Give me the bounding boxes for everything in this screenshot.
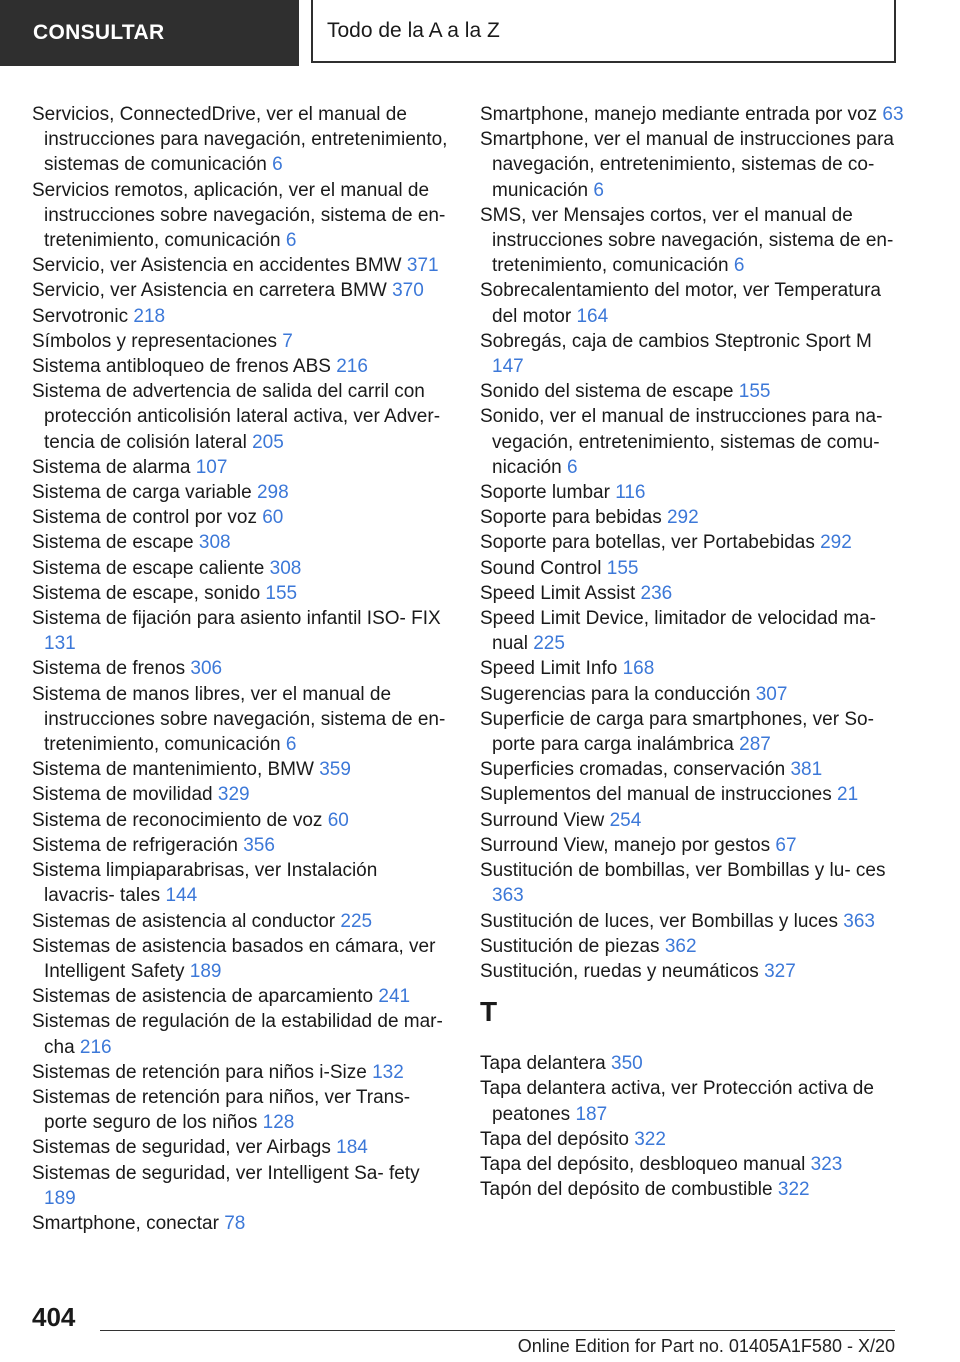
entry-text: Superficies cromadas, conservación: [480, 759, 786, 781]
entry-page-link[interactable]: 254: [609, 809, 642, 831]
entry-text: Sistemas de retención para niños i-Size: [32, 1061, 367, 1083]
entry-page-link[interactable]: 147: [492, 356, 524, 378]
index-entry: [480, 858, 905, 908]
entry-page-link[interactable]: 189: [44, 1187, 76, 1209]
entry-page-link[interactable]: 363: [492, 885, 524, 907]
entry-text: Servicios, ConnectedDrive, ver el manual de instrucciones para navegación, entretenimiento, sistemas de comunicación: [32, 104, 448, 176]
entry-text: Speed Limit Info: [480, 658, 618, 680]
entry-text: Servicio, ver Asistencia en accidentes BMW: [32, 255, 402, 277]
index-entry: [480, 782, 905, 807]
entry-text: Sistemas de retención para niños, ver Trans- porte seguro de los niños: [32, 1086, 411, 1134]
index-entry: [32, 782, 452, 807]
entry-text: Sound Control: [480, 557, 602, 579]
chapter-title: Todo de la A a la Z: [327, 18, 500, 42]
entry-page-link[interactable]: 292: [820, 532, 852, 554]
entry-page-link[interactable]: 78: [224, 1212, 246, 1234]
entry-page-link[interactable]: 216: [79, 1036, 112, 1058]
entry-text: Soporte para bebidas: [480, 507, 662, 529]
entry-page-link[interactable]: 241: [378, 986, 411, 1008]
index-entry: [480, 909, 905, 934]
entry-page-link[interactable]: 184: [336, 1137, 368, 1159]
entry-page-link[interactable]: 107: [195, 456, 228, 478]
index-entry: [32, 278, 452, 303]
index-entry: [480, 505, 905, 530]
entry-page-link[interactable]: 292: [666, 507, 699, 529]
entry-text: Smartphone, ver el manual de instrucciones para navegación, entretenimiento, sistemas de co- municación: [480, 129, 895, 201]
index-entry: [480, 656, 905, 681]
entry-text: Soporte lumbar: [480, 482, 610, 504]
entry-page-link[interactable]: 362: [664, 935, 697, 957]
index-entry: [32, 480, 452, 505]
index-entry: [480, 480, 905, 505]
entry-text: Tapa del depósito, desbloqueo manual: [480, 1153, 806, 1175]
index-entry: [480, 102, 905, 127]
index-entry: [32, 1009, 452, 1059]
index-entry: [32, 934, 452, 984]
index-entry: [480, 581, 905, 606]
entry-text: Símbolos y representaciones: [32, 330, 278, 352]
entry-page-link[interactable]: 6: [733, 255, 745, 277]
entry-page-link[interactable]: 128: [262, 1112, 295, 1134]
entry-text: Sistema de escape: [32, 532, 194, 554]
entry-page-link[interactable]: 21: [837, 784, 859, 806]
index-entry: [32, 656, 452, 681]
entry-text: Surround View: [480, 809, 605, 831]
entry-page-link[interactable]: 298: [256, 482, 289, 504]
entry-text: Sistema de reconocimiento de voz: [32, 809, 323, 831]
index-entry: [32, 581, 452, 606]
entry-page-link[interactable]: 308: [198, 532, 231, 554]
entry-text: Speed Limit Device, limitador de velocidad ma- nual: [480, 608, 877, 655]
entry-text: Sistema de alarma: [32, 456, 191, 478]
index-entry: [32, 808, 452, 833]
entry-page-link[interactable]: 189: [189, 960, 222, 982]
entry-text: Sistema antibloqueo de frenos ABS: [32, 356, 331, 378]
index-entry: [480, 1127, 905, 1152]
index-entry: [480, 757, 905, 782]
entry-text: SMS, ver Mensajes cortos, ver el manual de instrucciones sobre navegación, sistema de en- tretenimiento, comunicación: [480, 204, 894, 277]
entry-text: Sugerencias para la conducción: [480, 683, 751, 705]
entry-page-link[interactable]: 6: [567, 456, 578, 478]
index-entry: [32, 102, 452, 178]
index-entry: [480, 934, 905, 959]
index-group-t: [480, 1051, 905, 1202]
index-entry: [32, 909, 452, 934]
entry-page-link[interactable]: 363: [843, 910, 875, 932]
entry-text: Sistemas de seguridad, ver Airbags: [32, 1137, 331, 1159]
entry-text: Sistemas de seguridad, ver Intelligent Sa- fety: [32, 1162, 420, 1184]
entry-page-link[interactable]: 6: [285, 230, 297, 252]
index-entry: [32, 304, 452, 329]
index-entry: [32, 984, 452, 1009]
entry-page-link[interactable]: 323: [810, 1153, 843, 1175]
index-entry: [480, 1076, 905, 1126]
index-entry: [32, 505, 452, 530]
index-entry: [480, 1152, 905, 1177]
entry-page-link[interactable]: 205: [252, 431, 284, 453]
index-entry: [480, 1051, 905, 1076]
index-entry: [32, 833, 452, 858]
entry-page-link[interactable]: 132: [372, 1061, 404, 1083]
index-entry: [480, 530, 905, 555]
entry-page-link[interactable]: 155: [738, 381, 771, 403]
index-column-right: [480, 102, 905, 1202]
index-entry: [32, 1085, 452, 1135]
chapter-tab: [311, 0, 896, 63]
entry-page-link[interactable]: 308: [269, 557, 302, 579]
edition-note: Online Edition for Part no. 01405A1F580 - X/20: [517, 1336, 895, 1356]
entry-text: Sustitución de luces, ver Bombillas y luces: [480, 910, 838, 932]
entry-text: Sistema de movilidad: [32, 784, 213, 806]
entry-page-link[interactable]: 67: [775, 834, 797, 856]
entry-page-link[interactable]: 6: [593, 179, 604, 201]
index-entry: [32, 757, 452, 782]
entry-text: Sistema de advertencia de salida del carril con protección anticolisión lateral activa, ver Adver- tencia de colisión lateral: [32, 381, 441, 453]
entry-text: Smartphone, manejo mediante entrada por voz: [480, 104, 878, 125]
index-entry: [32, 530, 452, 555]
entry-text: Sistema de escape, sonido: [32, 582, 261, 604]
entry-text: Sistema de mantenimiento, BMW: [32, 759, 314, 781]
entry-text: Servicios remotos, aplicación, ver el manual de instrucciones sobre navegación, sistema de en- tretenimiento, comunicación: [32, 179, 446, 252]
index-entry: [480, 404, 905, 480]
entry-text: Sistemas de asistencia de aparcamiento: [32, 986, 374, 1008]
section-letter: T: [480, 996, 498, 1028]
index-entry: [480, 1177, 905, 1202]
entry-page-link[interactable]: 187: [575, 1103, 608, 1125]
entry-page-link[interactable]: 155: [265, 582, 298, 604]
entry-text: Sistema limpiaparabrisas, ver Instalación lavacris- tales: [32, 860, 378, 907]
index-entry: [32, 455, 452, 480]
index-entry: [32, 556, 452, 581]
index-entry: [32, 1135, 452, 1160]
entry-page-link[interactable]: 359: [319, 759, 351, 781]
index-entry: [32, 178, 452, 254]
entry-page-link[interactable]: 225: [533, 633, 565, 655]
entry-page-link[interactable]: 371: [406, 255, 439, 277]
entry-page-link[interactable]: 322: [634, 1128, 666, 1150]
page-header: [0, 0, 960, 66]
index-entry: [32, 1161, 452, 1211]
index-column-left: [32, 102, 452, 1236]
entry-page-link[interactable]: 60: [262, 507, 284, 529]
index-entry: [32, 1060, 452, 1085]
entry-page-link[interactable]: 131: [44, 633, 76, 655]
entry-page-link[interactable]: 370: [392, 280, 424, 302]
entry-page-link[interactable]: 216: [336, 356, 368, 378]
index-entry: [32, 253, 452, 278]
entry-text: Servicio, ver Asistencia en carretera BMW: [32, 280, 387, 302]
entry-page-link[interactable]: 164: [576, 305, 609, 327]
entry-text: Superficie de carga para smartphones, ver So- porte para carga inalámbrica: [480, 708, 874, 756]
entry-page-link[interactable]: 6: [285, 734, 297, 756]
index-entry: [32, 606, 452, 656]
entry-text: Sistema de escape caliente: [32, 557, 265, 579]
entry-page-link[interactable]: 381: [790, 759, 823, 781]
entry-text: Tapa delantera: [480, 1053, 606, 1075]
entry-text: Soporte para botellas, ver Portabebidas: [480, 532, 815, 554]
entry-page-link[interactable]: 327: [764, 960, 796, 982]
index-entry: [32, 379, 452, 455]
entry-text: Sonido del sistema de escape: [480, 381, 734, 403]
entry-text: Tapa del depósito: [480, 1128, 629, 1150]
entry-page-link[interactable]: 287: [739, 734, 771, 756]
entry-page-link[interactable]: 60: [327, 809, 349, 831]
entry-page-link[interactable]: 7: [282, 330, 293, 352]
entry-page-link[interactable]: 356: [243, 834, 275, 856]
index-entry: [32, 354, 452, 379]
entry-text: Sustitución de bombillas, ver Bombillas y lu- ces: [480, 860, 886, 882]
page-number: 404: [32, 1302, 76, 1332]
entry-page-link[interactable]: 116: [615, 482, 646, 504]
entry-page-link[interactable]: 168: [622, 658, 655, 680]
entry-text: Sistema de control por voz: [32, 507, 257, 529]
entry-page-link[interactable]: 322: [777, 1179, 810, 1201]
entry-text: Sustitución de piezas: [480, 935, 660, 957]
index-entry: [480, 959, 905, 984]
entry-page-link[interactable]: 306: [190, 658, 223, 680]
index-entry: [480, 203, 905, 279]
entry-page-link[interactable]: 236: [640, 582, 673, 604]
index-entry: [32, 858, 452, 908]
index-group-s-continued: [480, 102, 905, 984]
entry-text: Tapa delantera activa, ver Protección activa de peatones: [480, 1078, 874, 1125]
entry-text: Sistemas de regulación de la estabilidad de mar- cha: [32, 1011, 443, 1058]
entry-text: Sistema de fijación para asiento infantil ISO- FIX: [32, 608, 441, 630]
entry-page-link[interactable]: 144: [165, 885, 198, 907]
index-entry: [32, 329, 452, 354]
index-entry: [480, 606, 905, 656]
index-entry: [480, 707, 905, 757]
entry-page-link[interactable]: 218: [133, 305, 166, 327]
entry-text: Smartphone, conectar: [32, 1212, 219, 1234]
entry-text: Sobregás, caja de cambios Steptronic Sport M: [480, 330, 872, 352]
entry-page-link[interactable]: 225: [340, 910, 373, 932]
index-entry: [480, 127, 905, 203]
entry-text: Sistema de refrigeración: [32, 834, 238, 856]
entry-text: Sobrecalentamiento del motor, ver Temperatura del motor: [480, 280, 881, 327]
entry-text: Speed Limit Assist: [480, 582, 636, 604]
entry-text: Sistema de carga variable: [32, 482, 252, 504]
section-label: CONSULTAR: [33, 21, 165, 44]
index-entry: [480, 833, 905, 858]
index-entry: [480, 278, 905, 328]
entry-text: Suplementos del manual de instrucciones: [480, 784, 832, 806]
index-entry: [32, 682, 452, 758]
index-entry: [480, 808, 905, 833]
entry-text: Sistema de frenos: [32, 658, 186, 680]
index-entry: [480, 329, 905, 379]
entry-text: Servotronic: [32, 305, 129, 327]
entry-page-link[interactable]: 6: [272, 154, 283, 176]
entry-text: Sustitución, ruedas y neumáticos: [480, 960, 759, 982]
entry-text: Sistema de manos libres, ver el manual de instrucciones sobre navegación, sistema de en- tretenimiento, comunicación: [32, 683, 446, 756]
footer-divider: [100, 1330, 895, 1331]
entry-page-link[interactable]: 307: [755, 683, 788, 705]
entry-text: Tapón del depósito de combustible: [480, 1179, 773, 1201]
section-tab: [0, 0, 299, 66]
entry-text: Sistemas de asistencia al conductor: [32, 910, 336, 932]
index-entry: [480, 682, 905, 707]
index-entry: [32, 1211, 452, 1236]
index-entry: [480, 379, 905, 404]
entry-text: Sonido, ver el manual de instrucciones para na- vegación, entretenimiento, sistemas de comu- nicación: [480, 406, 883, 478]
entry-page-link[interactable]: 350: [611, 1053, 643, 1075]
entry-page-link[interactable]: 329: [217, 784, 250, 806]
entry-page-link[interactable]: 63: [882, 104, 904, 125]
entry-text: Sistemas de asistencia basados en cámara, ver Intelligent Safety: [32, 935, 436, 982]
entry-text: Surround View, manejo por gestos: [480, 834, 771, 856]
index-entry: [480, 556, 905, 581]
entry-page-link[interactable]: 155: [606, 557, 639, 579]
